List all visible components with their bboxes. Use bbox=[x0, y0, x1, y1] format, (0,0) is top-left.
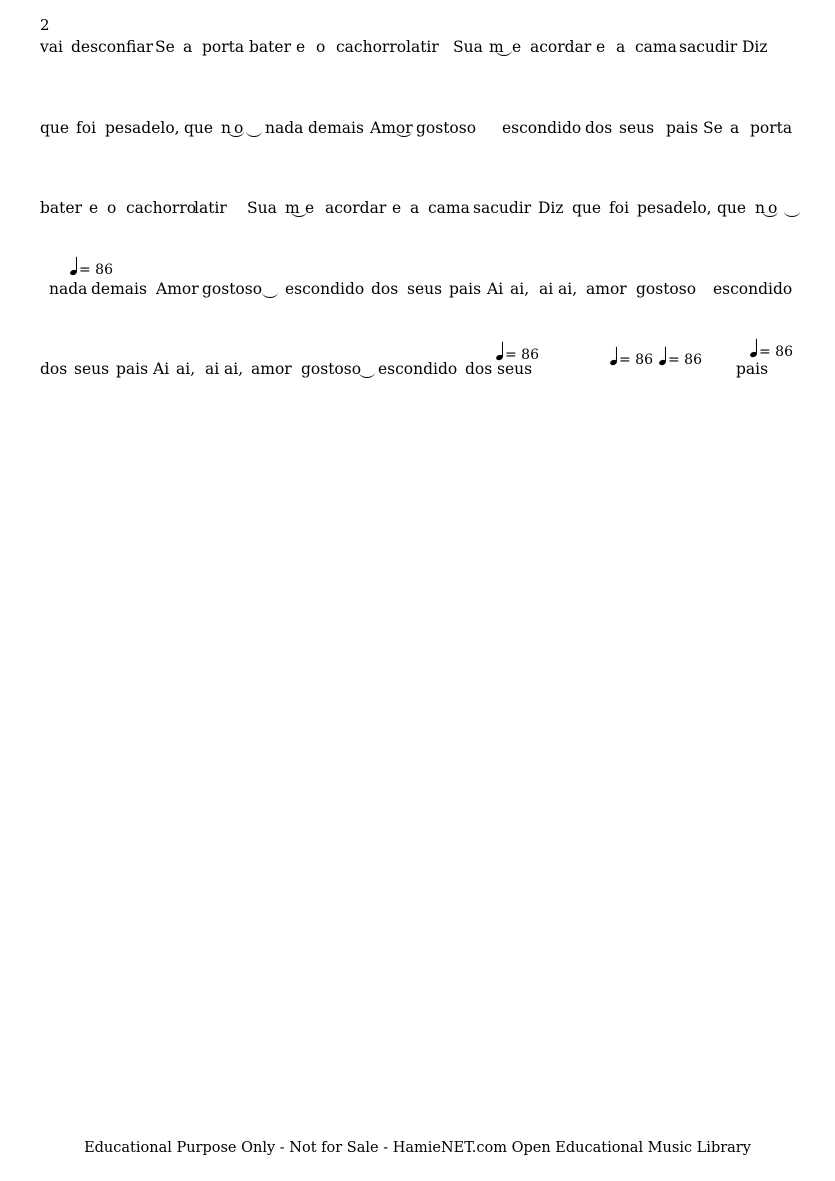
lyric-syllable: sacudir bbox=[679, 38, 738, 56]
lyric-syllable: seus bbox=[74, 360, 110, 378]
lyric-syllable: que bbox=[572, 199, 602, 217]
lyric-syllable: demais bbox=[308, 119, 364, 137]
tempo-mark bbox=[750, 344, 793, 360]
lyric-syllable: desconfiar bbox=[71, 38, 154, 56]
lyric-syllable: pesadelo, bbox=[105, 119, 180, 137]
lyric-syllable: porta bbox=[750, 119, 793, 137]
lyric-syllable: Diz bbox=[538, 199, 564, 217]
lyric-syllable: acordar bbox=[325, 199, 387, 217]
lyric-syllable: a bbox=[183, 38, 193, 56]
tempo-value: = 86 bbox=[619, 352, 653, 368]
lyric-syllable: o bbox=[107, 199, 117, 217]
lyric-syllable: dos bbox=[371, 280, 399, 298]
lyric-tie-icon bbox=[783, 198, 801, 218]
tempo-value: = 86 bbox=[505, 347, 539, 363]
lyric-tie-icon bbox=[290, 198, 308, 218]
lyric-syllable: amor bbox=[251, 360, 292, 378]
lyric-syllable: escondido bbox=[502, 119, 582, 137]
lyric-syllable: ai, bbox=[224, 360, 244, 378]
lyric-syllable: seus bbox=[497, 360, 533, 378]
lyric-syllable: Sua bbox=[453, 38, 483, 56]
lyric-tie-icon bbox=[261, 279, 279, 299]
lyric-syllable: m bbox=[285, 199, 300, 217]
lyric-syllable: escondido bbox=[378, 360, 458, 378]
lyric-syllable: Ai bbox=[487, 280, 504, 298]
lyric-syllable: e bbox=[392, 199, 402, 217]
tempo-value: = 86 bbox=[79, 262, 113, 278]
lyric-line bbox=[40, 279, 791, 303]
lyric-syllable: gostoso bbox=[636, 280, 697, 298]
quarter-note-icon bbox=[495, 354, 503, 361]
lyric-syllable: n bbox=[755, 199, 765, 217]
tempo-value: = 86 bbox=[759, 344, 793, 360]
lyric-syllable: que bbox=[40, 119, 70, 137]
lyric-syllable: porta bbox=[202, 38, 245, 56]
lyric-syllable: Amor bbox=[370, 119, 413, 137]
lyric-syllable: o bbox=[234, 119, 244, 137]
lyric-syllable: latir bbox=[194, 199, 227, 217]
lyric-line bbox=[40, 118, 791, 142]
lyric-tie-icon bbox=[495, 37, 513, 57]
lyric-syllable: Se bbox=[703, 119, 723, 137]
lyric-syllable: cachorro bbox=[336, 38, 407, 56]
lyric-tie-icon bbox=[395, 118, 413, 138]
lyric-syllable: gostoso bbox=[301, 360, 362, 378]
lyric-syllable: Sua bbox=[247, 199, 277, 217]
lyric-syllable: e bbox=[596, 38, 606, 56]
lyric-syllable: Se bbox=[155, 38, 175, 56]
lyric-syllable: dos bbox=[40, 360, 68, 378]
lyric-tie-icon bbox=[227, 118, 245, 138]
lyric-syllable: escondido bbox=[285, 280, 365, 298]
tempo-mark bbox=[496, 347, 539, 363]
lyric-syllable: seus bbox=[619, 119, 655, 137]
lyric-syllable: bater bbox=[40, 199, 82, 217]
lyric-syllable: e bbox=[89, 199, 99, 217]
lyric-syllable: pais bbox=[116, 360, 149, 378]
page-number: 2 bbox=[40, 16, 50, 34]
lyric-syllable: escondido bbox=[713, 280, 793, 298]
lyric-syllable: nada bbox=[49, 280, 88, 298]
lyric-syllable: foi bbox=[609, 199, 630, 217]
lyric-tie-icon bbox=[761, 198, 779, 218]
lyric-syllable: dos bbox=[585, 119, 613, 137]
lyric-syllable: amor bbox=[586, 280, 627, 298]
lyric-syllable: pais bbox=[666, 119, 699, 137]
lyric-syllable: cama bbox=[635, 38, 677, 56]
tempo-value: = 86 bbox=[668, 352, 702, 368]
lyric-syllable: e bbox=[512, 38, 522, 56]
lyric-syllable: cama bbox=[428, 199, 470, 217]
quarter-note-icon bbox=[749, 351, 757, 358]
lyric-syllable: pesadelo, bbox=[637, 199, 712, 217]
lyric-syllable: o bbox=[316, 38, 326, 56]
lyric-syllable: e bbox=[296, 38, 306, 56]
lyric-syllable: vai bbox=[40, 38, 63, 56]
lyric-syllable: ai bbox=[205, 360, 220, 378]
lyric-syllable: dos bbox=[465, 360, 493, 378]
lyric-syllable: pais bbox=[736, 360, 769, 378]
lyric-syllable: seus bbox=[407, 280, 443, 298]
quarter-note-icon bbox=[69, 269, 77, 276]
lyric-syllable: acordar bbox=[530, 38, 592, 56]
lyric-syllable: foi bbox=[76, 119, 97, 137]
lyric-syllable: bater bbox=[249, 38, 291, 56]
quarter-note-icon bbox=[609, 359, 617, 366]
lyric-syllable: nada bbox=[265, 119, 304, 137]
lyric-syllable: pais bbox=[449, 280, 482, 298]
lyric-syllable: demais bbox=[91, 280, 147, 298]
lyric-line bbox=[40, 37, 791, 61]
tempo-mark bbox=[659, 352, 702, 368]
lyric-syllable: o bbox=[768, 199, 778, 217]
lyric-syllable: a bbox=[730, 119, 740, 137]
quarter-note-icon bbox=[658, 359, 666, 366]
lyric-syllable: ai, bbox=[176, 360, 196, 378]
lyric-syllable: a bbox=[616, 38, 626, 56]
lyric-syllable: que bbox=[184, 119, 214, 137]
lyric-syllable: a bbox=[410, 199, 420, 217]
lyric-syllable: que bbox=[717, 199, 747, 217]
lyric-syllable: latir bbox=[406, 38, 439, 56]
lyric-tie-icon bbox=[358, 359, 376, 379]
lyric-syllable: Diz bbox=[742, 38, 768, 56]
lyric-line bbox=[40, 198, 791, 222]
lyric-syllable: Ai bbox=[153, 360, 170, 378]
lyric-syllable: gostoso bbox=[202, 280, 263, 298]
lyric-syllable: Amor bbox=[156, 280, 199, 298]
lyric-syllable: m bbox=[489, 38, 504, 56]
lyric-syllable: ai, bbox=[558, 280, 578, 298]
footer-notice: Educational Purpose Only - Not for Sale - HamieNET.com Open Educational Music Library bbox=[84, 1140, 751, 1156]
tempo-mark bbox=[70, 262, 113, 278]
lyric-syllable: n bbox=[221, 119, 231, 137]
tempo-mark bbox=[610, 352, 653, 368]
lyric-syllable: ai, bbox=[510, 280, 530, 298]
lyric-syllable: e bbox=[305, 199, 315, 217]
lyric-syllable: sacudir bbox=[473, 199, 532, 217]
lyric-syllable: cachorro bbox=[126, 199, 197, 217]
lyric-syllable: gostoso bbox=[416, 119, 477, 137]
lyric-syllable: ai bbox=[539, 280, 554, 298]
lyric-tie-icon bbox=[245, 118, 263, 138]
